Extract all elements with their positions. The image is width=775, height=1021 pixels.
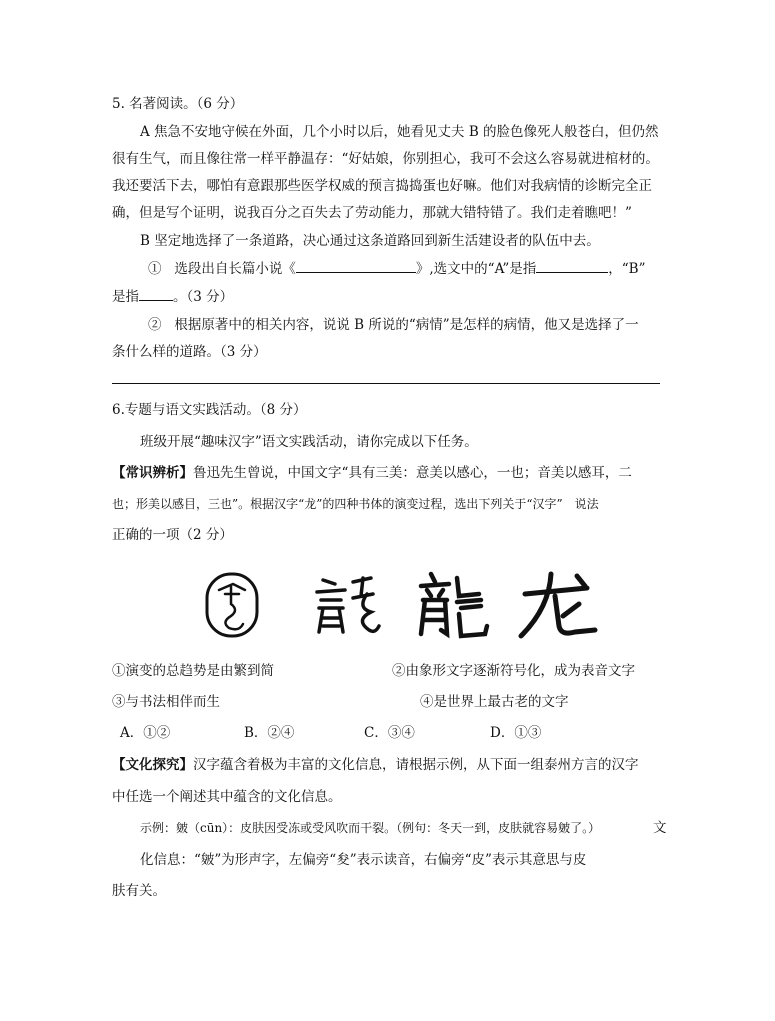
q6-s1-line3: 正确的一项（2 分）: [112, 527, 233, 543]
q5-sub1-text-a: 选段出自长篇小说《: [174, 261, 296, 277]
q6-s1-line2: 也；形美以感目，三也”。根据汉字“龙”的四种书体的演变过程，选出下列关于“汉字” 说法: [112, 497, 599, 511]
q5-sub2-line2: 条什么样的道路。（3 分）: [112, 344, 267, 360]
q5-sub1-line1: [148, 259, 645, 279]
q5-a-blank[interactable]: [536, 260, 608, 273]
q5-sub1-text-c: ，“B”: [608, 261, 646, 277]
q5-passage-line-4: 确，但是写个证明，说我百分之百失去了劳动能力，那就大错特错了。我们走着瞧吧！”: [112, 205, 632, 221]
oracle-bone-dragon: [207, 574, 257, 636]
q5-passage-line-5: B 坚定地选择了一条道路，决心通过这条道路回到新生活建设者的队伍中去。: [140, 233, 600, 249]
q5-passage-line-3: 我还要活下去，哪怕有意跟那些医学权威的预言捣捣蛋也好嘛。他们对我病情的诊断完全正: [112, 178, 652, 194]
q5-sub1-number: ①: [148, 261, 162, 277]
choice-a[interactable]: A．①②: [120, 725, 171, 741]
culture-info-line1: 化信息：“皴”为形声字，左偏旁“夋”表示读音，右偏旁“皮”表示其意思与皮: [140, 852, 587, 868]
q5-title: 5. 名著阅读。（6 分）: [112, 96, 244, 112]
q5-novel-blank[interactable]: [296, 260, 416, 273]
q6-s2-line1: [112, 755, 639, 775]
dragon-calligraphy-strip: [195, 560, 615, 650]
choice-d[interactable]: D．①③: [490, 725, 542, 741]
option-3: ③与书法相伴而生: [112, 694, 220, 710]
culture-info-line2: 肤有关。: [112, 883, 166, 899]
option-4: ④是世界上最古老的文字: [420, 694, 569, 710]
q5-passage-line-1: A 焦急不安地守候在外面，几个小时以后，她看见丈夫 B 的脸色像死人般苍白，但仍然: [140, 124, 659, 140]
traditional-script-dragon: [421, 574, 487, 636]
example-line: 示例：皴（cūn）：皮肤因受冻或受风吹而干裂。（例句：冬天一到，皮肤就容易皴了。）: [140, 821, 601, 835]
q5-sub1-text-b: 》,选文中的“A”是指: [415, 261, 537, 277]
choice-c[interactable]: C．③④: [364, 725, 415, 741]
q5-sub2-line1: [148, 315, 639, 335]
q5-passage-line-2: 很有生气，而且像往常一样平静温存：“好姑娘，你别担心，我可不会这么容易就进棺材的。: [112, 151, 659, 167]
q5-sub2-text: 根据原著中的相关内容，说说 B 所说的“病情”是怎样的病情，他又是选择了一: [174, 317, 639, 333]
q5-sub1-text-e: 。（3 分）: [173, 289, 234, 305]
q6-intro: 班级开展“趣味汉字”语文实践活动，请你完成以下任务。: [140, 434, 478, 450]
simplified-script-dragon: [521, 574, 595, 636]
example-tail: 文: [653, 820, 667, 836]
q6-s2-line2: 中任选一个阐述其中蕴含的文化信息。: [112, 789, 342, 805]
section-tag-knowledge: 【常识辨析】: [112, 465, 193, 481]
section-tag-culture: 【文化探究】: [112, 757, 193, 773]
q5-sub1-text-d: 是指: [112, 289, 139, 305]
q5-sub1-line2: [112, 287, 233, 307]
q6-s1-text-1: 鲁迅先生曾说，中国文字“具有三美：意美以感心，一也；音美以感耳，二: [193, 465, 632, 481]
q6-s2-text-1: 汉字蕴含着极为丰富的文化信息，请根据示例，从下面一组泰州方言的汉字: [193, 757, 639, 773]
option-1: ①演变的总趋势是由繁到简: [112, 663, 274, 679]
q5-sub2-number: ②: [148, 317, 162, 333]
q6-title: 6.专题与语文实践活动。（8 分）: [112, 402, 307, 418]
choice-b[interactable]: B．②④: [244, 725, 295, 741]
q5-b-blank[interactable]: [139, 288, 173, 301]
answer-line[interactable]: [112, 383, 660, 384]
seal-script-dragon: [317, 578, 379, 632]
option-2: ②由象形文字逐渐符号化，成为表音文字: [392, 663, 635, 679]
q6-s1-line1: [112, 463, 632, 483]
